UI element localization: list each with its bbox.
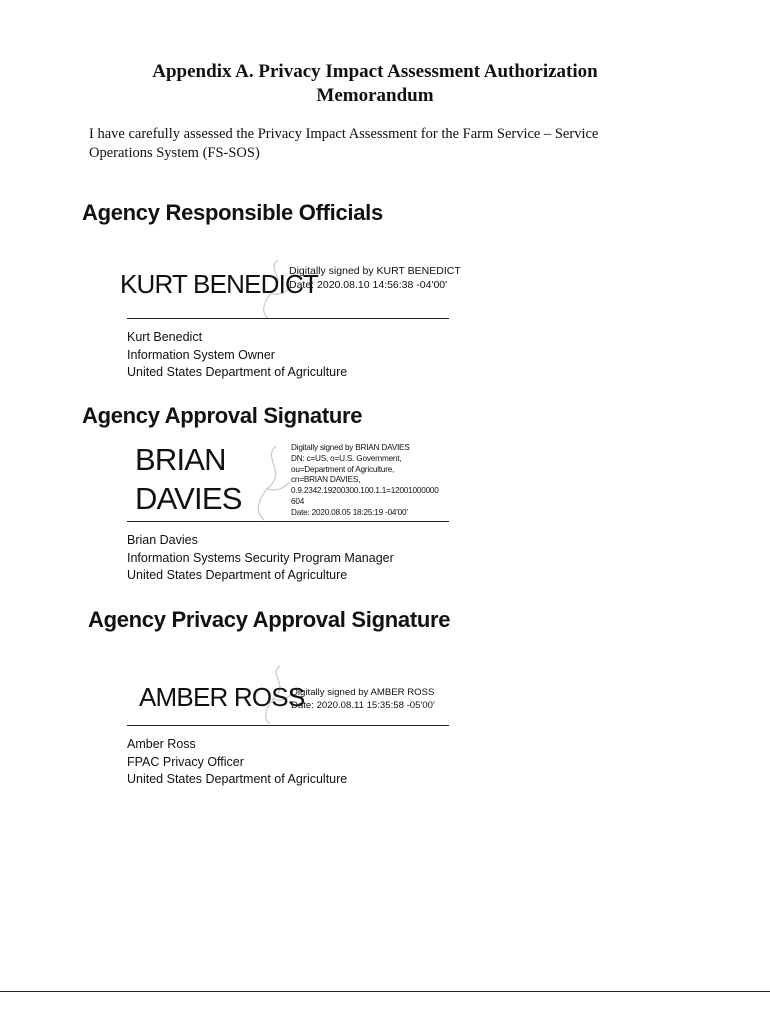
digital-signature-details: Digitally signed by BRIAN DAVIES DN: c=US, o=U.S. Government, ou=Department of Agriculture, cn=BRIAN DAVIES, 0.9.2342.19200300.100.1.1=12001000000 604 Date: 2020.08.05 18:25:19 -04'00' [291, 443, 439, 517]
section-heading-privacy-approval-signature: Agency Privacy Approval Signature [88, 607, 451, 632]
signature-line [127, 318, 449, 319]
section-heading-approval-signature: Agency Approval Signature [82, 403, 363, 428]
page-bottom-rule [0, 991, 770, 992]
signature-line [127, 521, 449, 522]
official-title: Information Systems Security Program Manager [127, 550, 394, 565]
official-name: Brian Davies [127, 533, 198, 547]
official-name: Kurt Benedict [127, 330, 203, 344]
official-block [127, 736, 347, 789]
digital-signature-name: KURT BENEDICT [120, 269, 319, 299]
official-name: Amber Ross [127, 737, 196, 751]
official-org: United States Department of Agriculture [127, 772, 348, 786]
official-block [127, 329, 347, 382]
memo-intro: I have carefully assessed the Privacy Impact Assessment for the Farm Service – Service Operations System (FS-SOS) [89, 126, 599, 161]
memo-title: Appendix A. Privacy Impact Assessment Authorization Memorandum [152, 61, 598, 106]
section-heading-responsible-officials: Agency Responsible Officials [82, 200, 383, 225]
official-org: United States Department of Agriculture [127, 365, 348, 379]
signature-line [127, 725, 449, 726]
digital-signature-details: Digitally signed by KURT BENEDICT Date: 2020.08.10 14:56:38 -04'00' [289, 265, 461, 291]
official-title: FPAC Privacy Officer [127, 754, 244, 769]
official-title: Information System Owner [127, 347, 275, 362]
digital-signature-details: Digitally signed by AMBER ROSS Date: 2020.08.11 15:35:58 -05'00' [291, 687, 435, 711]
official-block [127, 532, 394, 585]
official-org: United States Department of Agriculture [127, 568, 348, 582]
digital-signature-name: BRIAN DAVIES [135, 442, 242, 516]
digital-signature-name: AMBER ROSS [139, 682, 305, 712]
